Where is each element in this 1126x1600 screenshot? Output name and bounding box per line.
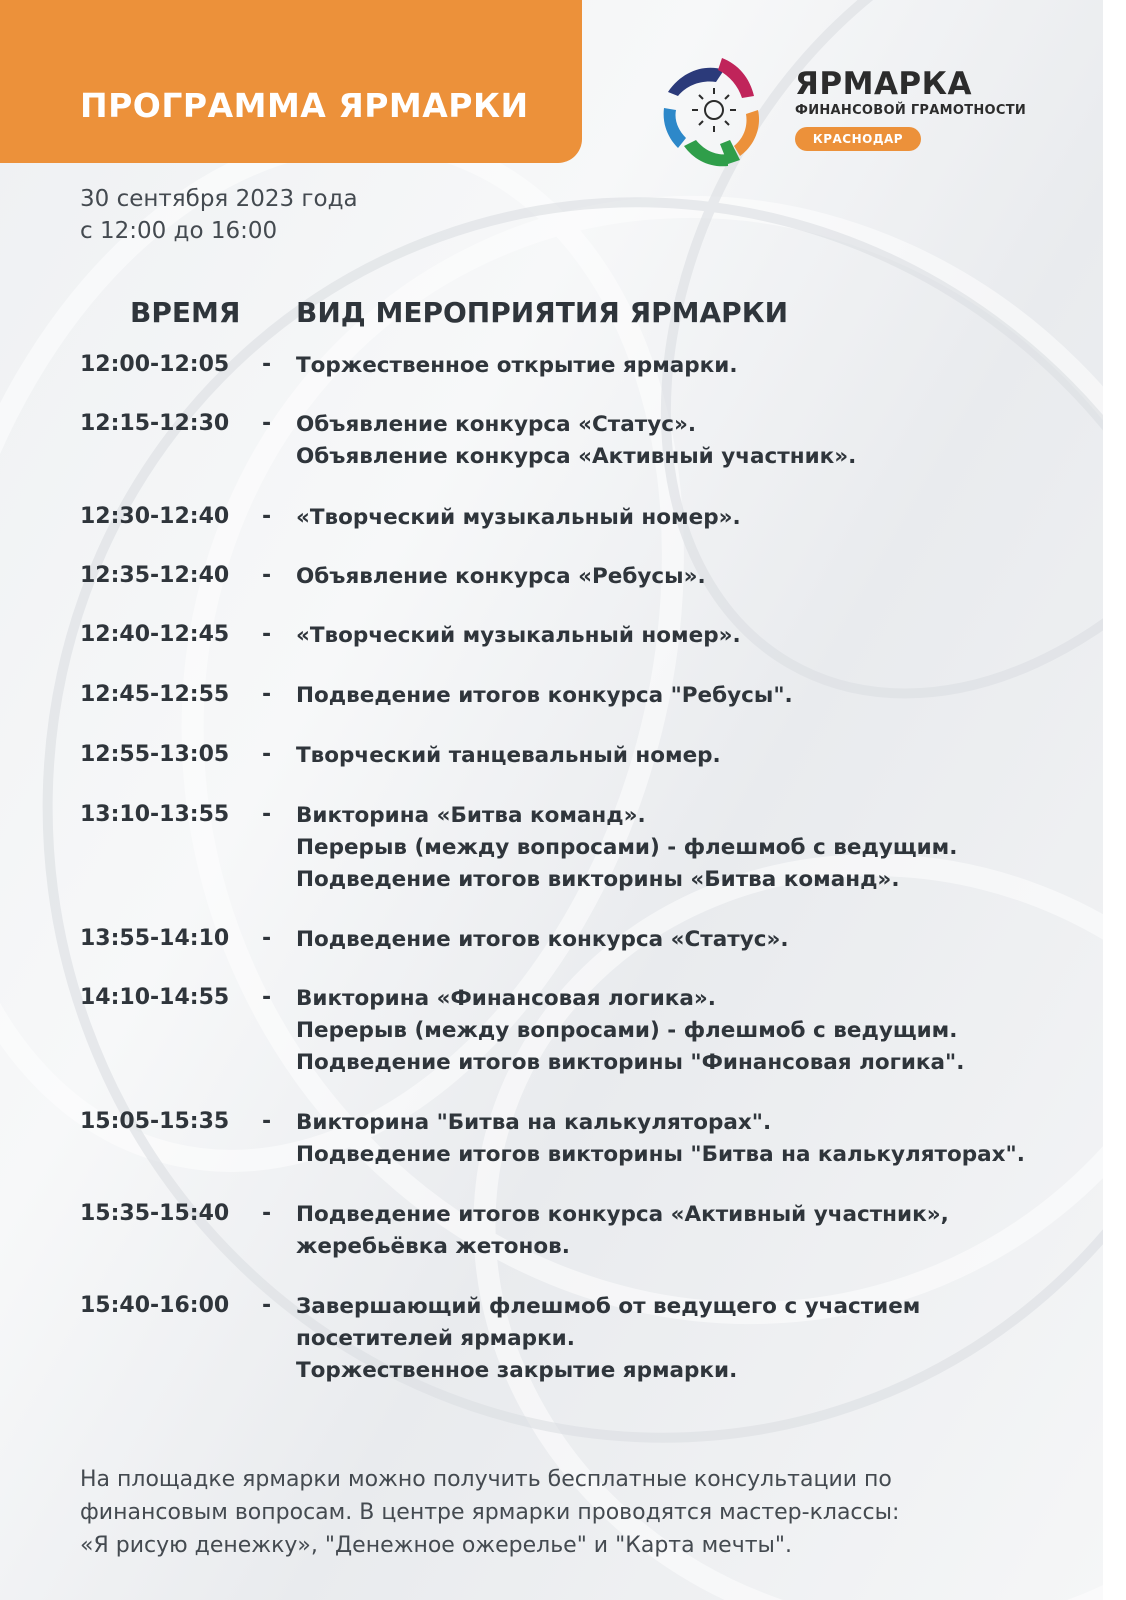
schedule-separator: -: [262, 926, 272, 951]
schedule-activity: [296, 926, 789, 958]
schedule-separator: -: [262, 985, 272, 1010]
schedule-activity: [296, 802, 957, 898]
schedule-activity-line: посетителей ярмарки.: [296, 1326, 575, 1351]
schedule-activity: [296, 742, 721, 774]
schedule-activity-line: Викторина «Битва команд».: [296, 803, 646, 828]
sun-pinwheel-logo-icon: [658, 52, 776, 170]
footer-line: финансовым вопросам. В центре ярмарки проводятся мастер-классы:: [80, 1500, 900, 1525]
footer-note: [80, 1463, 1080, 1562]
schedule-time: 12:30-12:40: [80, 504, 230, 529]
schedule-activity: [296, 682, 793, 714]
schedule-activity: [296, 1293, 920, 1389]
schedule-activity-line: «Творческий музыкальный номер».: [296, 505, 741, 530]
title-banner: [0, 0, 582, 163]
column-header-time: ВРЕМЯ: [130, 296, 241, 329]
schedule-activity: [296, 1201, 949, 1265]
schedule-activity: [296, 352, 738, 384]
logo-title: ЯРМАРКА: [795, 66, 972, 102]
schedule-activity: [296, 985, 964, 1081]
schedule-activity-line: Подведение итогов конкурса «Активный участник»,: [296, 1202, 949, 1227]
schedule-time: 12:15-12:30: [80, 411, 230, 436]
schedule-activity-line: Подведение итогов викторины "Финансовая логика".: [296, 1050, 965, 1075]
schedule-separator: -: [262, 504, 272, 529]
schedule-activity: [296, 563, 706, 595]
schedule-time: 12:45-12:55: [80, 682, 230, 707]
schedule-time: 13:55-14:10: [80, 926, 230, 951]
schedule-time: 12:40-12:45: [80, 622, 230, 647]
schedule-time: 13:10-13:55: [80, 802, 230, 827]
right-margin: [1103, 0, 1126, 1600]
schedule-activity: [296, 1109, 1025, 1173]
event-date: 30 сентября 2023 года: [80, 186, 358, 212]
page-title: ПРОГРАММА ЯРМАРКИ: [80, 86, 529, 125]
schedule-time: 12:55-13:05: [80, 742, 230, 767]
schedule-time: 15:05-15:35: [80, 1109, 230, 1134]
schedule-time: 15:35-15:40: [80, 1201, 230, 1226]
schedule-separator: -: [262, 1293, 272, 1318]
schedule-separator: -: [262, 1109, 272, 1134]
schedule-activity-line: Подведение итогов викторины «Битва команд».: [296, 867, 900, 892]
schedule-activity-line: Торжественное открытие ярмарки.: [296, 353, 738, 378]
schedule-activity-line: Подведение итогов конкурса «Статус».: [296, 927, 789, 952]
schedule-time: 12:35-12:40: [80, 563, 230, 588]
event-hours: с 12:00 до 16:00: [80, 218, 278, 244]
schedule-separator: -: [262, 682, 272, 707]
schedule-activity: [296, 622, 741, 654]
schedule-activity-line: Торжественное закрытие ярмарки.: [296, 1358, 738, 1383]
schedule-separator: -: [262, 802, 272, 827]
schedule-activity-line: жеребьёвка жетонов.: [296, 1234, 570, 1259]
schedule-time: 14:10-14:55: [80, 985, 230, 1010]
schedule-separator: -: [262, 411, 272, 436]
schedule-separator: -: [262, 352, 272, 377]
schedule-activity-line: Объявление конкурса «Статус».: [296, 412, 697, 437]
footer-line: «Я рисую денежку», "Денежное ожерелье" и "Карта мечты".: [80, 1533, 793, 1558]
schedule-activity-line: Завершающий флешмоб от ведущего с участием: [296, 1294, 921, 1319]
schedule-activity-line: Объявление конкурса «Ребусы».: [296, 564, 706, 589]
schedule-activity-line: Викторина «Финансовая логика».: [296, 986, 716, 1011]
footer-line: На площадке ярмарки можно получить бесплатные консультации по: [80, 1467, 892, 1492]
schedule-activity-line: Подведение итогов викторины "Битва на калькуляторах".: [296, 1142, 1025, 1167]
schedule-activity: [296, 411, 856, 475]
schedule-separator: -: [262, 622, 272, 647]
schedule-activity-line: Перерыв (между вопросами) - флешмоб с ведущим.: [296, 835, 958, 860]
schedule-activity-line: Творческий танцевальный номер.: [296, 743, 721, 768]
schedule-time: 12:00-12:05: [80, 352, 230, 377]
schedule-activity-line: Викторина "Битва на калькуляторах".: [296, 1110, 772, 1135]
schedule-separator: -: [262, 563, 272, 588]
schedule-time: 15:40-16:00: [80, 1293, 230, 1318]
schedule-activity: [296, 504, 741, 536]
schedule-activity-line: Объявление конкурса «Активный участник».: [296, 444, 857, 469]
schedule-activity-line: «Творческий музыкальный номер».: [296, 623, 741, 648]
schedule-separator: -: [262, 1201, 272, 1226]
logo-subtitle: ФИНАНСОВОЙ ГРАМОТНОСТИ: [795, 103, 1027, 118]
schedule-activity-line: Подведение итогов конкурса "Ребусы".: [296, 683, 793, 708]
schedule-separator: -: [262, 742, 272, 767]
schedule-activity-line: Перерыв (между вопросами) - флешмоб с ведущим.: [296, 1018, 958, 1043]
column-header-activity: ВИД МЕРОПРИЯТИЯ ЯРМАРКИ: [296, 296, 789, 329]
city-badge: КРАСНОДАР: [795, 127, 921, 151]
